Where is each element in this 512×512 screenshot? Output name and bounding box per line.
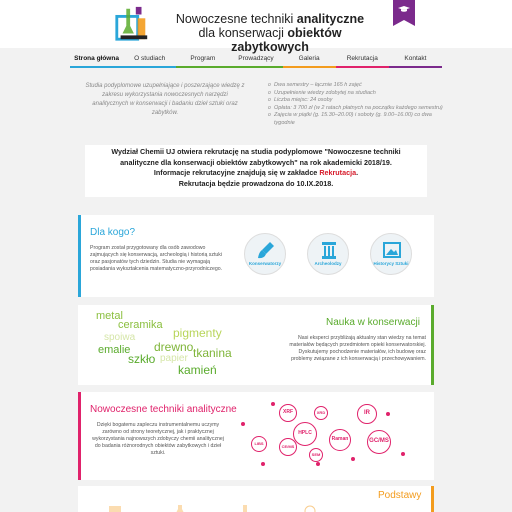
word-cloud-term: tkanina [193,346,232,360]
word-cloud-term: metal [96,310,123,322]
title-line2-plain: dla konserwacji [198,26,284,40]
word-cloud-term: kamień [178,363,217,377]
logo-icon [113,5,151,43]
word-cloud-term: papier [160,353,188,364]
announce-line2: analityczne dla konserwacji obiektów zabytkowych" na rok akademicki 2018/19. [120,157,392,167]
section-dla-kogo-title: Dla kogo? [90,227,136,238]
section-dla-kogo-text: Program został przygotowany dla osób zawodowo zajmujących się konserwacją, archeologią i historią sztuki oraz pasjonatów tych dziedzin. Studia nie wymagają posiadania wykształcenia matematyczno-przyrodniczego. [90,245,223,272]
word-cloud-term: szkło [128,352,156,366]
info-fact: o Liczba miejsc: 24 osoby [268,97,448,105]
circle-archeolodzy[interactable] [307,233,349,275]
book-icon [108,504,122,512]
section-dla-kogo [78,215,434,297]
info-fact: o Opłata: 3 700 zł (w 2 ratach płatnych na początku każdego semestru) [268,105,448,113]
announce-line3-pre: Informacje rekrutacyjne znajdują się w zakładce [153,168,320,177]
section-techniki-title: Nowoczesne techniki analityczne [90,404,237,415]
announce-line1: Wydział Chemii UJ otwiera rekrutację na studia podyplomowe "Nowoczesne techniki [111,147,401,156]
nav-item-4[interactable]: Prowadzący [229,52,282,68]
nav-item-2[interactable]: O studiach [123,52,176,68]
atom-icon [303,504,317,512]
technique-node: IR [357,404,377,424]
title-line1-bold: analityczne [296,12,365,26]
section-podstawy-title: Podstawy [378,490,422,501]
graduation-ribbon[interactable] [393,0,415,20]
info-description: Studia podyplomowe uzupełniające i poszerzające wiedzę z zakresu wykorzystania nowoczesnych narzędzi analitycznych w konserwacji i badaniu dzieł sztuki oraz zabytków. [85,83,245,116]
word-cloud-term: drewno [154,340,194,354]
technique-node: Raman [329,429,351,451]
graduation-cap-icon [398,6,410,12]
nav-item-7[interactable]: Kontakt [389,52,442,68]
decorative-dot [351,457,355,461]
info-fact: o Dwa semestry – łącznie 165 h zajęć [268,82,448,90]
nav-item-6[interactable]: Rekrutacja [336,52,389,68]
technique-node: CE/MS [279,438,297,456]
section-techniki [78,392,434,480]
decorative-dot [271,402,275,406]
word-cloud-term: emalie [98,344,131,356]
circle-label-historycy: Historycy Sztuki [373,261,409,266]
announce-line3-post: . [356,168,359,177]
nav-item-3[interactable]: Program [176,52,229,68]
info-fact: o Uzupełnienie wiedzy zdobytej na studiach [268,90,448,98]
decorative-dot [261,462,265,466]
circle-historycy-sztuki[interactable] [370,233,412,275]
technique-node: SEM [309,448,323,462]
info-section [0,72,512,142]
technique-node: LIBS [251,436,267,452]
technique-node: HPLC [293,422,317,446]
microscope-icon [238,504,252,512]
recruitment-announcement [85,145,427,197]
nav-item-5[interactable]: Galeria [283,52,336,68]
info-facts-list [268,82,448,127]
main-nav [70,52,442,68]
circle-label-archeolodzy: Archeolodzy [314,261,342,266]
section-nauka-text: Nasi eksperci przybliżają aktualny stan wiedzy na temat materiałów będących przedmiotem opieki konserwatorskiej. Dyskutujemy pochodzenie materiałów, ich budowę oraz problemy związane z ich konserwacją i przechowywaniem. [289,335,426,362]
column-icon [319,240,339,260]
section-podstawy [78,486,434,512]
decorative-dot [401,452,405,456]
technique-node: XRD [314,406,328,420]
decorative-dot [241,422,245,426]
technique-node: XRF [279,404,297,422]
section-techniki-text: Dzięki bogatemu zapleczu instrumentalnemu uczymy zarówno od strony teoretycznej, jak i praktycznej wykorzystania najnowszych zdobyczy chemii analitycznej do badania różnorodnych obiektów zabytkowych i dzieł sztuki. [92,422,224,456]
title-line2-bold: obiektów zabytkowych [231,26,342,54]
paintbrush-icon [256,240,276,260]
flask-icon [173,504,187,512]
title-line1-plain: Nowoczesne techniki [175,12,294,26]
section-nauka [78,305,434,385]
decorative-dot [386,412,390,416]
section-nauka-title: Nauka w konserwacji [326,317,420,328]
word-cloud-term: ceramika [118,319,163,331]
technique-node: GC/MS [367,430,391,454]
announce-line4: Rekrutacja będzie prowadzona do 10.IX.2018. [178,178,334,188]
header [0,0,512,54]
decorative-dot [316,462,320,466]
nav-item-1[interactable]: Strona główna [70,52,123,68]
word-cloud-term: pigmenty [173,326,222,340]
site-title [170,12,370,54]
announce-line3 [85,168,427,179]
circle-konserwatorzy[interactable] [244,233,286,275]
recruitment-link[interactable]: Rekrutacja [319,168,357,177]
circle-label-konserwatorzy: Konserwatorzy [248,261,282,266]
word-cloud-term: spoiwa [104,332,136,343]
info-fact: o Zajęcia w piątki (g. 15.30–20.00) i soboty (g. 9.00–16.00) co dwa tygodnie [268,112,448,127]
picture-frame-icon [382,240,402,260]
